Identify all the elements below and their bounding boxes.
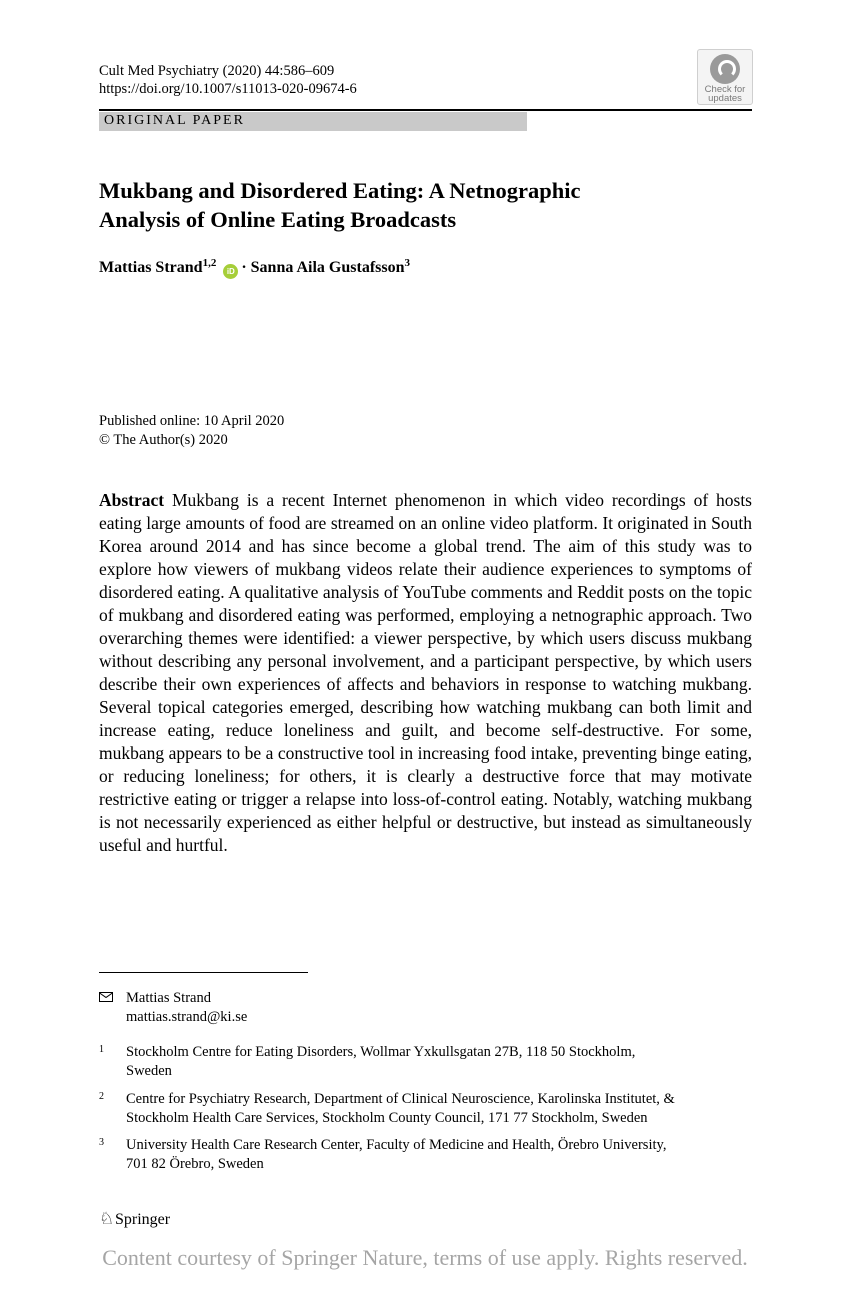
section-label: ORIGINAL PAPER <box>104 113 245 128</box>
affiliation <box>99 1090 752 1128</box>
springer-horse-icon: ♘ <box>99 1209 115 1228</box>
orcid-icon[interactable]: iD <box>223 264 238 279</box>
title-line-2: Analysis of Online Eating Broadcasts <box>99 207 457 232</box>
published-date: Published online: 10 April 2020 <box>99 413 285 429</box>
publisher-name: Springer <box>115 1211 171 1228</box>
courtesy-notice: Content courtesy of Springer Nature, terms of use apply. Rights reserved. <box>102 1245 748 1270</box>
publisher-logo <box>99 1209 170 1229</box>
affiliation <box>99 1136 752 1174</box>
publication-info <box>99 412 284 450</box>
author-name[interactable]: Sanna Aila Gustafsson <box>250 259 405 276</box>
title-line-1: Mukbang and Disordered Eating: A Netnographic <box>99 178 581 203</box>
copyright: © The Author(s) 2020 <box>99 432 228 448</box>
envelope-icon <box>99 992 113 1002</box>
affiliation-line: Stockholm Centre for Eating Disorders, Wollmar Yxkullsgatan 27B, 118 50 Stockholm, <box>126 1044 636 1060</box>
affiliation-line: University Health Care Research Center, Faculty of Medicine and Health, Örebro University, <box>126 1137 667 1153</box>
crossmark-badge[interactable] <box>697 49 753 105</box>
author-name[interactable]: Mattias Strand <box>99 259 203 276</box>
article-title <box>99 176 752 234</box>
affiliation <box>99 1043 752 1081</box>
abstract-label: Abstract <box>99 490 165 510</box>
header-rule <box>99 109 752 111</box>
author-affil-sup: 3 <box>404 257 410 269</box>
abstract-text: Mukbang is a recent Internet phenomenon in which video recordings of hosts eating large amounts of food are streamed on an online video platform. It originated in South Korea around 2014 and has since become a global trend. The aim of this study was to explore how viewers of mukbang videos relate their audience experiences to symptoms of disordered eating. A qualitative analysis of YouTube comments and Reddit posts on the topic of mukbang and disordered eating was performed, employing a netnographic approach. Two overarching themes were identified: a viewer perspective, by which users discuss mukbang without describing any personal involvement, and a participant perspective, by which users describe their own experiences of affects and behaviors in response to watching mukbang. Several topical categories emerged, describing how watching mukbang can both limit and increase eating, reduce loneliness and guilt, and become self-destructive. For some, mukbang appears to be a constructive tool in increasing food intake, preventing binge eating, or reducing loneliness; for others, it is clearly a destructive force that may motivate restrictive eating or trigger a relapse into loss-of-control eating. Notably, watching mukbang is not necessarily experienced as either helpful or destructive, but instead as simultaneously useful and hurtful. <box>99 490 752 855</box>
crossmark-line1: Check for <box>704 84 746 95</box>
author-affil-sup: 1,2 <box>202 257 217 269</box>
footnote-rule <box>99 972 308 973</box>
crossmark-icon <box>710 54 740 84</box>
affiliation-number: 1 <box>99 1044 104 1055</box>
crossmark-line2: updates <box>708 93 742 104</box>
affiliation-line: Sweden <box>126 1063 172 1079</box>
contact-email[interactable]: mattias.strand@ki.se <box>126 1009 248 1025</box>
affiliation-line: Centre for Psychiatry Research, Department of Clinical Neuroscience, Karolinska Institutet, & <box>126 1091 675 1107</box>
affiliation-line: 701 82 Örebro, Sweden <box>126 1156 264 1172</box>
citation-line: Cult Med Psychiatry (2020) 44:586–609 <box>99 63 335 79</box>
affiliation-number: 2 <box>99 1091 104 1102</box>
affiliation-line: Stockholm Health Care Services, Stockholm County Council, 171 77 Stockholm, Sweden <box>126 1110 648 1126</box>
author-list <box>99 259 410 279</box>
crossmark-label <box>698 85 752 103</box>
section-ribbon <box>99 112 527 131</box>
affiliation-number: 3 <box>99 1137 104 1148</box>
corresponding-author <box>99 989 247 1027</box>
journal-citation <box>99 62 357 98</box>
contact-name: Mattias Strand <box>126 990 211 1006</box>
author-separator: · <box>241 259 247 276</box>
doi-link[interactable]: https://doi.org/10.1007/s11013-020-09674-6 <box>99 81 357 97</box>
abstract <box>99 489 752 857</box>
